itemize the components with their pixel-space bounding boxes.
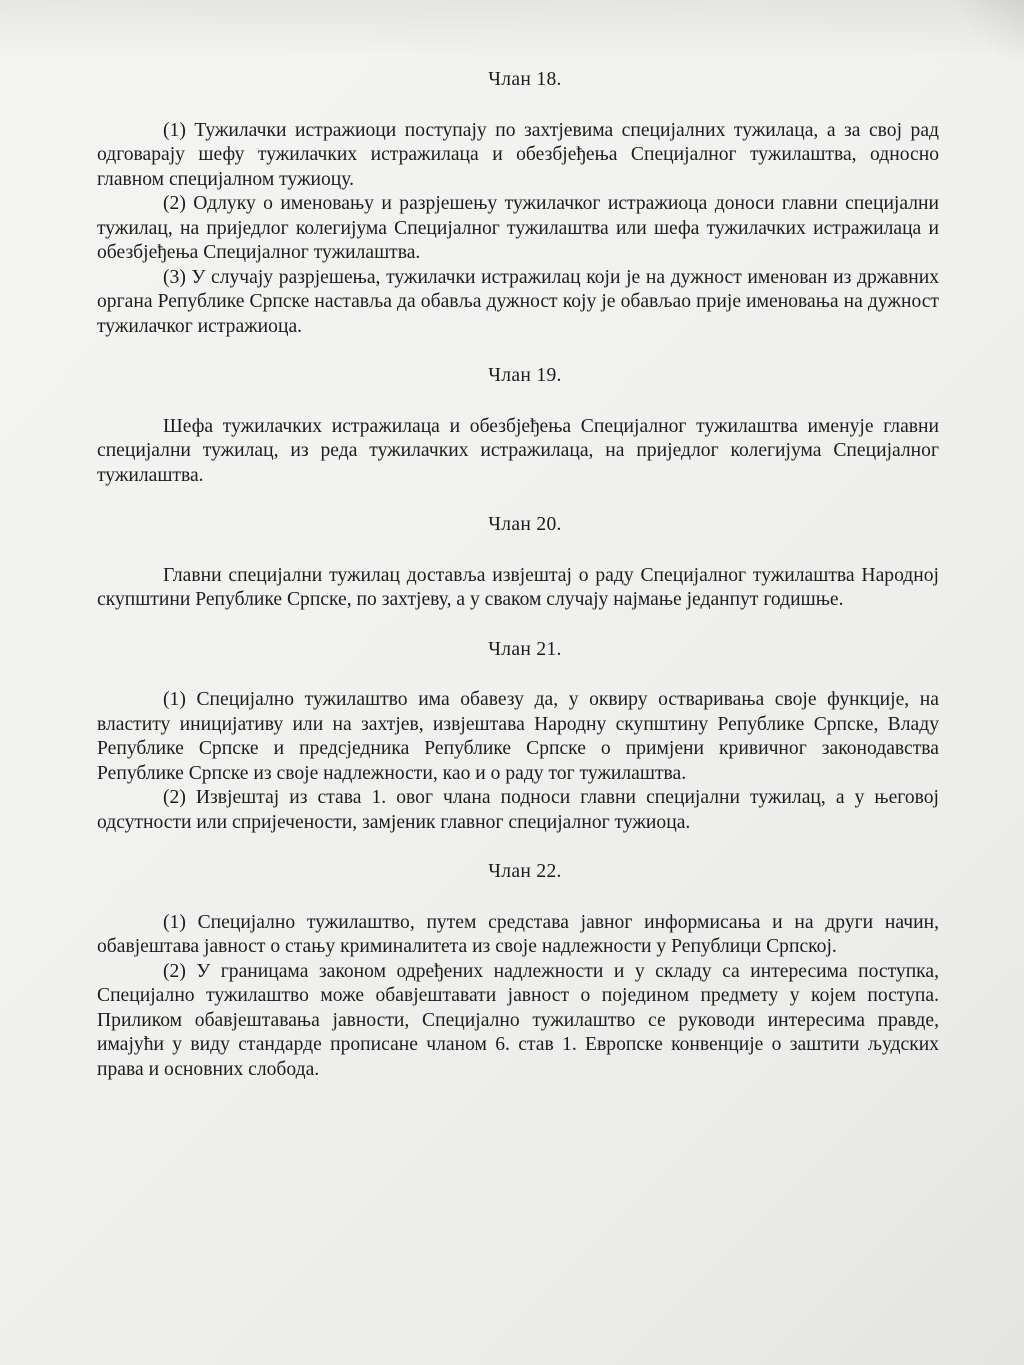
paragraph: (1) Специјално тужилаштво има обавезу да, у оквиру остваривања своје функције, на властиту иницијативу или на захтјев, извјештава Народну скупштину Републике Српске, Владу Републике Српске и предсједника Републике Српске о примјени кривичног законодавства Републике Српске из своје надлежности, као и о раду тог тужилаштва. (97, 689, 939, 784)
article-20 (97, 513, 939, 613)
document-body (97, 68, 939, 1082)
article-title: Члан 20. (488, 514, 562, 535)
paragraph: (2) Одлуку о именовању и разрјешењу тужилачког истражиоца доноси главни специјални тужилац, на приједлог колегијума Специјалног тужилаштва или шефа тужилачких истражилаца и обезбјеђења Специјалног тужилаштва. (97, 193, 939, 263)
paragraph: (1) Тужилачки истражиоци поступају по захтјевима специјалних тужилаца, а за свој рад одговарају шефу тужилачких истражилаца и обезбјеђења Специјалног тужилаштва, односно главном специјалном тужиоцу. (97, 119, 939, 190)
paragraph: (2) Извјештај из става 1. овог члана подноси главни специјални тужилац, а у његовој одсутности или спријечености, замјеник главног специјалног тужиоца. (97, 787, 939, 833)
paragraph: Шефа тужилачких истражилаца и обезбјеђења Специјалног тужилаштва именује главни специјални тужилац, из реда тужилачких истражилаца, на приједлог колегијума Специјалног тужилаштва. (97, 415, 939, 486)
paragraph: (3) У случају разрјешења, тужилачки истражилац који је на дужност именован из државних органа Републике Српске наставља да обавља дужност коју је обављао прије именовања на дужност тужилачког истражиоца. (97, 266, 939, 337)
article-title: Члан 18. (488, 69, 562, 90)
article-19 (97, 364, 939, 488)
page-shadow (0, 0, 1024, 60)
article-title: Члан 21. (488, 638, 562, 660)
article-18 (97, 68, 939, 339)
article-title: Члан 19. (488, 365, 562, 386)
page-corner-shadow (944, 0, 1024, 80)
article-title: Члан 22. (488, 861, 562, 882)
paragraph: Главни специјални тужилац доставља извјештај о раду Специјалног тужилаштва Народној скупштини Републике Српске, по захтјеву, а у сваком случају најмање једанпут годишње. (97, 564, 939, 610)
article-22 (97, 860, 939, 1082)
paragraph: (1) Специјално тужилаштво, путем средстава јавног информисања и на други начин, обавјештава јавност о стању криминалитета из своје надлежности у Републици Српској. (97, 911, 939, 957)
paragraph: (2) У границама законом одређених надлежности и у складу са интересима поступка, Специјално тужилаштво може обавјештавати јавност о појединoм предмету у којем поступа. Приликом обавјештавања јавности, Специјално тужилаштво се руководи интересима правде, имајући у виду стандарде прописане чланом 6. став 1. Европске конвенције о заштити људских права и основних слобода. (97, 960, 939, 1080)
article-21 (97, 638, 939, 836)
